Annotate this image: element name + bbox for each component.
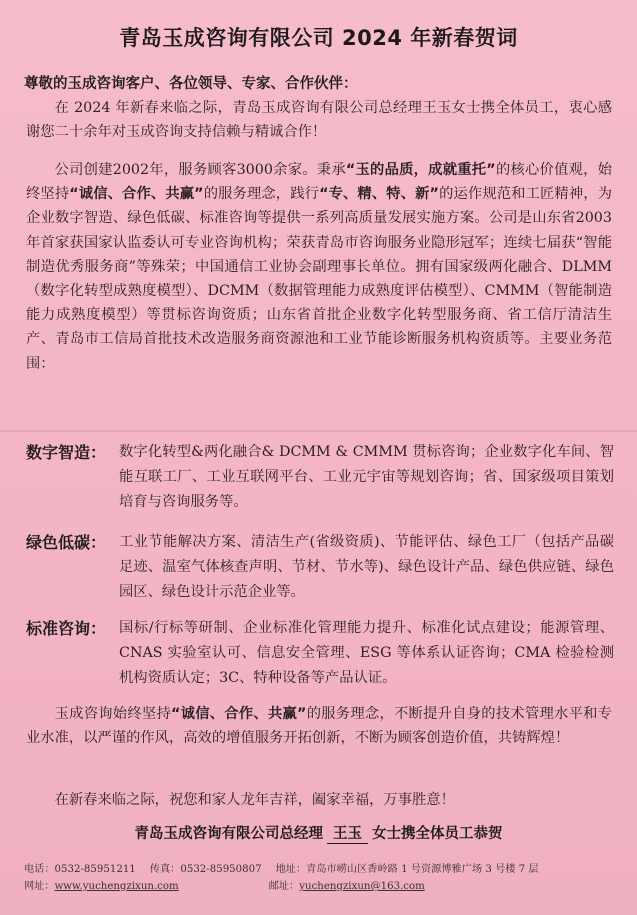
signature-line [0, 822, 637, 844]
section-label: 绿色低碳： [26, 533, 107, 552]
signature-suffix: 女士携全体员工恭贺 [372, 826, 503, 842]
salutation: 尊敬的玉成咨询客户、各位领导、专家、合作伙伴： [24, 76, 358, 92]
commitment-paragraph [26, 702, 612, 750]
contact-footer-line-1 [24, 860, 624, 875]
website-label: 网址： [24, 881, 55, 892]
commitment-text-b: 的服务理念，不断提升自身的技术管理水平和专业水准，以严谨的作风，高效的增值服务开拓创新，不断为顾客创造价值，共铸辉煌！ [26, 706, 613, 747]
section-label: 标准咨询： [26, 619, 107, 638]
phone-text: 电话：0532-85951211 [24, 864, 136, 875]
fax-text: 传真：0532-85950807 [149, 864, 262, 875]
letter-title: 青岛玉成咨询有限公司 2024 年新春贺词 [119, 26, 518, 50]
email-label: 邮址： [268, 881, 300, 892]
operation-norm-quote: “专、精、特、新” [319, 186, 439, 203]
section-text: 数字化转型&两化融合& DCMM & CMMM 贯标咨询；企业数字化车间、智能互联工厂、工业互联网平台、工业元宇宙等规划咨询；省、国家级项目策划培育与咨询服务等。 [119, 444, 614, 510]
company-intro-paragraph [26, 158, 612, 376]
paper-fold-line [0, 430, 637, 432]
opening-paragraph: 在 2024 年新春来临之际，青岛玉成咨询有限公司总经理王玉女士携全体员工，衷心感谢您二十余年对玉成咨询支持信赖与精诚合作！ [26, 100, 612, 141]
intro-text-c: 的服务理念，践行 [203, 186, 320, 203]
intro-text-a: 公司创建2002年，服务顾客3000余家。秉承 [54, 162, 346, 178]
address-text: 地址：青岛市崂山区香岭路 1 号资源博雅广场 3 号楼 7 层 [275, 864, 539, 875]
intro-text-d: 的运作规范和工匠精神，为企业数字智造、绿色低碳、标准咨询等提供一系列高质量发展实施方案。公司是山东省2003年首家获国家认监委认可专业咨询机构；荣获青岛市咨询服务业隐形冠军；连续七届获“智能制造优秀服务商”等殊荣；中国通信工业协会副理事长单位。拥有国家级两化融合、DLMM（数字化转型成熟度模型）、DCMM（数据管理能力成熟度评估模型）、CMMM（智能制造能力成熟度模型）等贯标咨询资质；山东省首批企业数字化转型服务商、省工信厅清洁生产、青岛市工信局首批技术改造服务商资源池和工业节能诊断服务机构资质等。主要业务范围： [26, 186, 612, 372]
website-link[interactable]: www.yuchengzixun.com [54, 881, 179, 892]
service-concept-quote: “诚信、合作、共赢” [171, 706, 307, 722]
intro-text-b: 的核心价值观，始终坚持 [26, 162, 612, 203]
contact-footer-line-2 [24, 877, 624, 892]
section-label: 数字智造： [26, 443, 107, 462]
email-link[interactable]: yuchengzixun@163.com [299, 881, 425, 892]
section-text: 工业节能解决方案、清洁生产(省级资质)、节能评估、绿色工厂（包括产品碳足迹、温室气体核查声明、节材、节水等)、绿色设计产品、绿色供应链、绿色园区、绿色设计示范企业等。 [119, 534, 614, 600]
core-value-quote: “玉的品质，成就重托” [345, 162, 496, 178]
section-text: 国标/行标等研制、企业标准化管理能力提升、标准化试点建设；能源管理、CNAS 实验室认可、信息安全管理、ESG 等体系认证咨询；CMA 检验检测机构资质认定；3C、特种设备等产品认证。 [119, 620, 614, 686]
new-year-wish-paragraph: 在新春来临之际，祝您和家人龙年吉祥，阖家幸福，万事胜意！ [54, 792, 455, 808]
signature-prefix: 青岛玉成咨询有限公司总经理 [134, 826, 323, 842]
commitment-text-a: 玉成咨询始终坚持 [54, 706, 171, 722]
service-concept-quote: “诚信、合作、共赢” [69, 186, 204, 203]
signature-name: 王玉 [327, 822, 368, 844]
